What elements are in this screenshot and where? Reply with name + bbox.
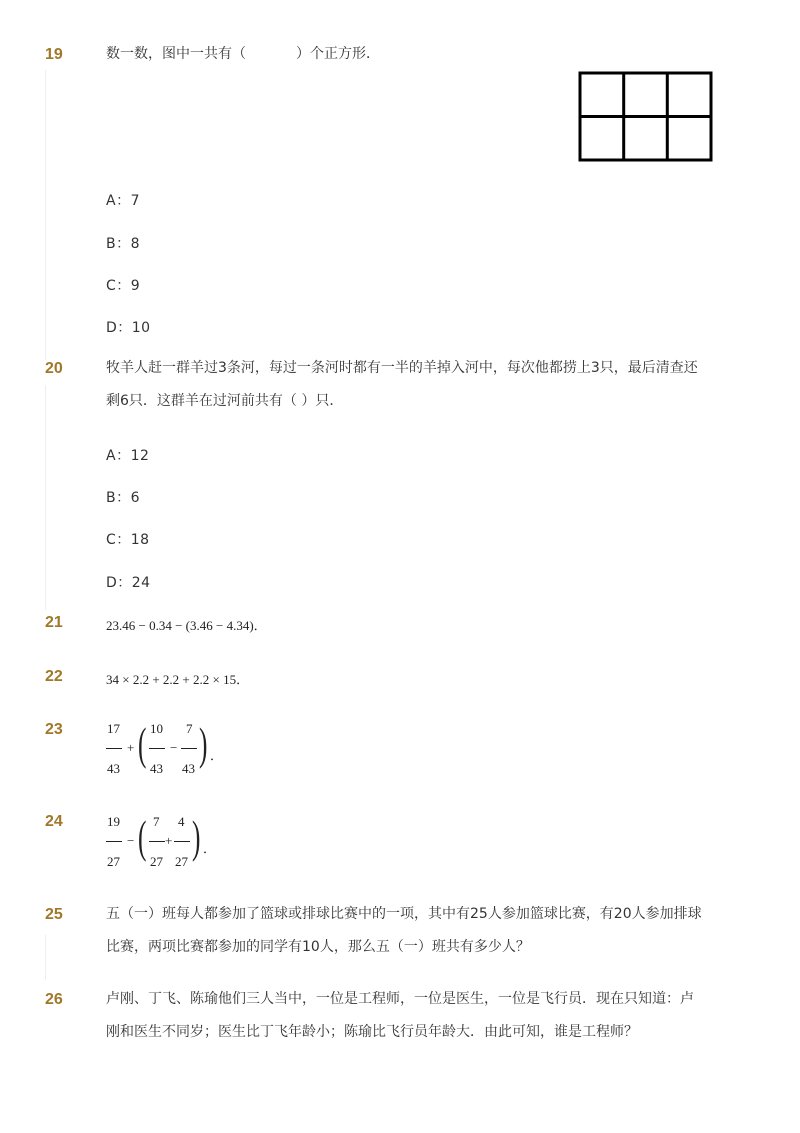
fraction-numerator: 7: [153, 814, 160, 829]
option-c[interactable]: C：18: [106, 532, 150, 548]
period: ．: [203, 841, 217, 856]
question-divider: [45, 385, 46, 610]
fraction-numerator: 19: [107, 814, 120, 829]
question-text-after: ）个正方形．: [296, 46, 380, 62]
question-text: [106, 983, 716, 1049]
fraction-denominator: 27: [107, 854, 120, 869]
option-a[interactable]: A：12: [106, 448, 150, 464]
option-c[interactable]: C：9: [106, 278, 141, 294]
question-number: 20: [45, 360, 63, 377]
math-expression: 23.46 − 0.34 − (3.46 − 4.34)．: [106, 618, 267, 633]
question-text: [106, 898, 716, 964]
question-line: 刚和医生不同岁；医生比丁飞年龄小；陈瑜比飞行员年龄大．由此可知，谁是工程师？: [106, 1024, 638, 1040]
fraction-numerator: 7: [186, 721, 193, 736]
operator: +: [165, 833, 173, 848]
question-number: 25: [45, 906, 63, 923]
fraction-bar: [181, 748, 197, 749]
period: ．: [210, 748, 224, 763]
question-line: 五（一）班每人都参加了篮球或排球比赛中的一项，其中有25人参加篮球比赛，有20人参加排球: [106, 906, 702, 922]
option-b[interactable]: B：6: [106, 490, 141, 506]
fraction-bar: [106, 841, 122, 842]
fraction-bar: [149, 841, 165, 842]
question-divider: [45, 935, 46, 980]
question-number: 26: [45, 991, 63, 1008]
right-paren: ): [192, 811, 201, 862]
fraction-denominator: 43: [107, 761, 120, 776]
option-d[interactable]: D：10: [106, 320, 151, 336]
fraction-denominator: 27: [150, 854, 163, 869]
left-paren: (: [138, 718, 147, 769]
operator: −: [170, 740, 178, 755]
fraction-numerator: 10: [150, 721, 163, 736]
option-b[interactable]: B：8: [106, 236, 141, 252]
question-text: [106, 352, 716, 418]
option-d[interactable]: D：24: [106, 575, 151, 591]
fraction-numerator: 17: [107, 721, 120, 736]
operator: −: [127, 833, 135, 848]
squares-figure: [578, 71, 714, 163]
right-paren: ): [199, 718, 208, 769]
math-expression: 34 × 2.2 + 2.2 + 2.2 × 15．: [106, 672, 250, 687]
fraction-denominator: 43: [150, 761, 163, 776]
question-line: 剩6只．这群羊在过河前共有（ ）只．: [106, 393, 344, 409]
question-number: 22: [45, 668, 63, 685]
question-number: 23: [45, 721, 63, 738]
fraction-numerator: 4: [178, 814, 185, 829]
fraction-bar: [149, 748, 165, 749]
question-number: 21: [45, 614, 63, 631]
fraction-bar: [106, 748, 122, 749]
fraction-denominator: 27: [175, 854, 188, 869]
question-number: 19: [45, 46, 63, 63]
question-divider: [45, 70, 46, 360]
left-paren: (: [138, 811, 147, 862]
question-line: 比赛，两项比赛都参加的同学有10人，那么五（一）班共有多少人？: [106, 939, 530, 955]
question-number: 24: [45, 813, 63, 830]
question-text: [106, 38, 716, 71]
fraction-denominator: 43: [182, 761, 195, 776]
fraction-bar: [174, 841, 190, 842]
question-line: 卢刚、丁飞、陈瑜他们三人当中，一位是工程师，一位是医生，一位是飞行员．现在只知道：卢: [106, 991, 694, 1007]
operator: +: [127, 740, 135, 755]
question-line: 牧羊人赶一群羊过3条河，每过一条河时都有一半的羊掉入河中，每次他都捞上3只，最后清查还: [106, 360, 698, 376]
option-a[interactable]: A：7: [106, 193, 140, 209]
question-text-before: 数一数，图中一共有（: [106, 46, 246, 62]
